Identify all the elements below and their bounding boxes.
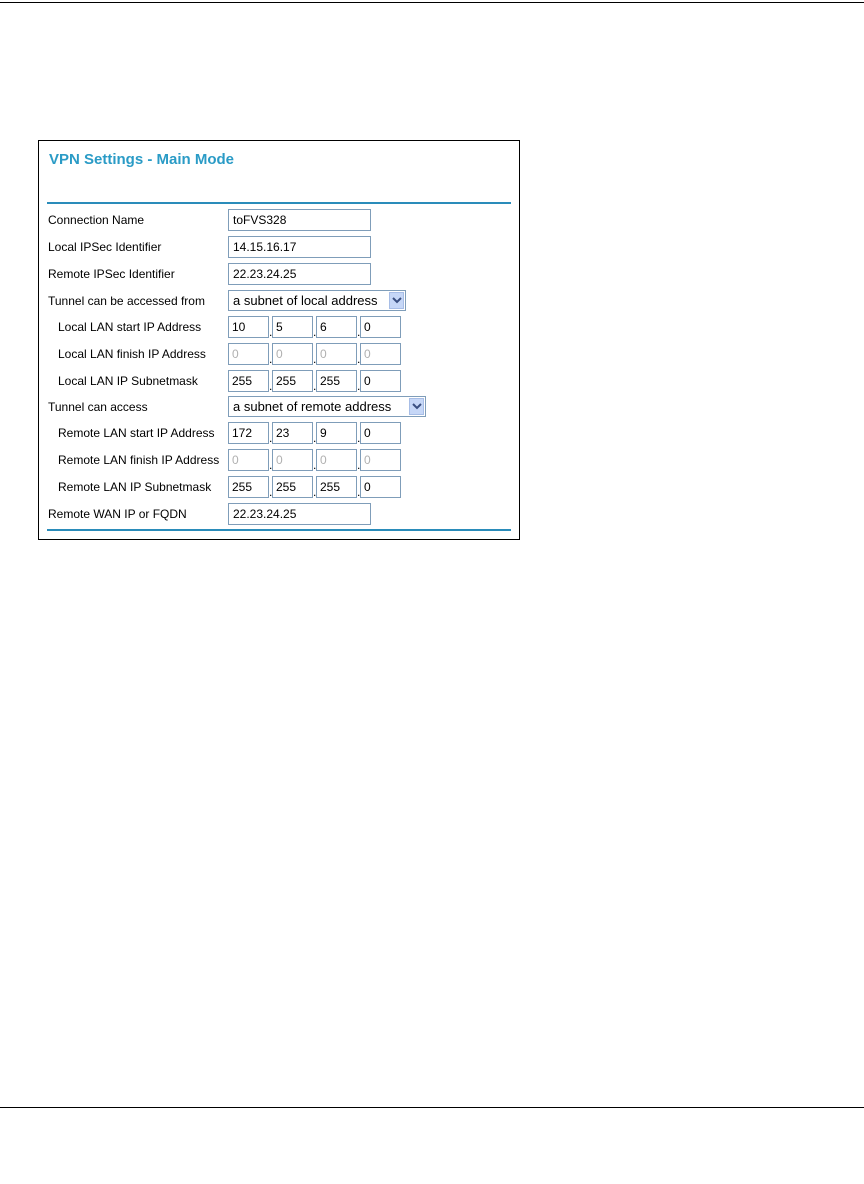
ip-octet-2[interactable] <box>272 370 313 392</box>
local-lan-start-ip-label: Local LAN start IP Address <box>58 320 202 334</box>
ip-octet-1[interactable] <box>228 422 269 444</box>
local-lan-finish-ip-field: 0 . 0 . 0 . 0 <box>228 343 404 365</box>
ip-octet-1 <box>228 449 269 471</box>
ip-octet-4[interactable] <box>360 476 401 498</box>
ip-octet-3[interactable] <box>316 316 357 338</box>
connection-name-label: Connection Name <box>48 213 145 227</box>
tunnel-can-access-select[interactable] <box>228 396 426 417</box>
remote-lan-start-ip-label: Remote LAN start IP Address <box>58 426 215 440</box>
tunnel-can-access-label: Tunnel can access <box>48 400 148 414</box>
local-ipsec-identifier-row <box>39 235 519 261</box>
page-top-rule <box>0 2 864 3</box>
ip-octet-3[interactable] <box>316 422 357 444</box>
remote-lan-finish-ip-field: 0 . 0 . 0 . 0 <box>228 449 404 471</box>
title-divider <box>47 202 511 204</box>
tunnel-accessed-from-select[interactable] <box>228 290 406 311</box>
ip-octet-3 <box>316 343 357 365</box>
ip-octet-3[interactable] <box>316 476 357 498</box>
remote-lan-finish-ip-row <box>39 448 519 474</box>
local-ipsec-identifier-input[interactable] <box>228 236 371 258</box>
remote-lan-subnetmask-label: Remote LAN IP Subnetmask <box>58 480 212 494</box>
local-lan-subnetmask-label: Local LAN IP Subnetmask <box>58 374 198 388</box>
ip-octet-1[interactable] <box>228 370 269 392</box>
ip-octet-3[interactable] <box>316 370 357 392</box>
local-lan-start-ip-field: 10 . 5 . 6 . 0 <box>228 316 404 338</box>
tunnel-accessed-from-label: Tunnel can be accessed from <box>48 294 205 308</box>
bottom-divider <box>47 529 511 531</box>
ip-octet-4[interactable] <box>360 370 401 392</box>
page-bottom-rule <box>0 1107 864 1108</box>
remote-ipsec-identifier-row <box>39 262 519 288</box>
local-ipsec-identifier-label: Local IPSec Identifier <box>48 240 162 254</box>
remote-lan-subnetmask-row <box>39 475 519 501</box>
local-lan-finish-ip-label: Local LAN finish IP Address <box>58 347 206 361</box>
connection-name-input[interactable] <box>228 209 371 231</box>
ip-octet-1 <box>228 343 269 365</box>
ip-octet-4 <box>360 343 401 365</box>
tunnel-accessed-from-selected: a subnet of local address <box>233 293 378 308</box>
ip-octet-4[interactable] <box>360 316 401 338</box>
local-lan-start-ip-row <box>39 315 519 341</box>
local-lan-finish-ip-row <box>39 342 519 368</box>
panel-title: VPN Settings - Main Mode <box>49 151 235 168</box>
remote-lan-start-ip-field: 172 . 23 . 9 . 0 <box>228 422 404 444</box>
remote-lan-subnetmask-field: 255 . 255 . 255 . 0 <box>228 476 404 498</box>
remote-wan-ip-input[interactable] <box>228 503 371 525</box>
ip-octet-2 <box>272 343 313 365</box>
ip-octet-2[interactable] <box>272 316 313 338</box>
tunnel-accessed-from-row <box>39 289 519 315</box>
ip-octet-3 <box>316 449 357 471</box>
ip-octet-2 <box>272 449 313 471</box>
remote-ipsec-identifier-label: Remote IPSec Identifier <box>48 267 175 281</box>
remote-wan-ip-row <box>39 502 519 528</box>
connection-name-row <box>39 208 519 234</box>
ip-octet-4 <box>360 449 401 471</box>
ip-octet-4[interactable] <box>360 422 401 444</box>
chevron-down-icon[interactable] <box>409 398 424 415</box>
local-lan-subnetmask-field: 255 . 255 . 255 . 0 <box>228 370 404 392</box>
ip-octet-2[interactable] <box>272 476 313 498</box>
remote-wan-ip-label: Remote WAN IP or FQDN <box>48 507 187 521</box>
remote-ipsec-identifier-input[interactable] <box>228 263 371 285</box>
remote-lan-start-ip-row <box>39 421 519 447</box>
vpn-settings-panel <box>38 140 520 540</box>
tunnel-can-access-selected: a subnet of remote address <box>233 399 392 414</box>
ip-octet-1[interactable] <box>228 316 269 338</box>
local-lan-subnetmask-row <box>39 369 519 395</box>
ip-octet-2[interactable] <box>272 422 313 444</box>
ip-octet-1[interactable] <box>228 476 269 498</box>
tunnel-can-access-row <box>39 395 519 421</box>
remote-lan-finish-ip-label: Remote LAN finish IP Address <box>58 453 220 467</box>
chevron-down-icon[interactable] <box>389 292 404 309</box>
